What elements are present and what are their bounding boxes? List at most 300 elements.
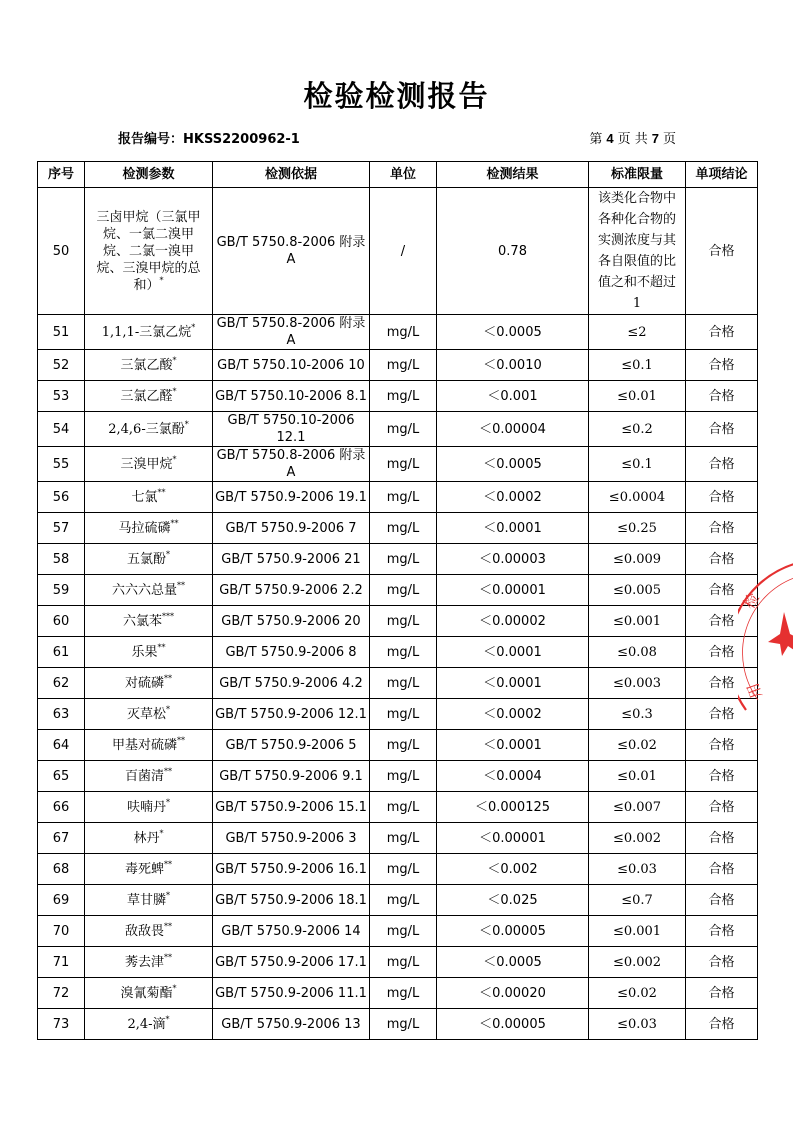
cell-unit xyxy=(370,699,437,730)
cell-no xyxy=(38,699,85,730)
cell-limit xyxy=(589,854,686,885)
cell-result-text: ＜0.00005 xyxy=(479,923,546,939)
cell-conclusion-text: 合格 xyxy=(708,388,735,404)
cell-param-text: 1,1,1-三氯乙烷 xyxy=(101,324,192,340)
cell-limit xyxy=(589,730,686,761)
cell-no-text: 57 xyxy=(52,520,70,536)
param-mark: * xyxy=(172,983,177,993)
param-mark: ** xyxy=(157,642,166,652)
cell-limit-text: ≤0.01 xyxy=(617,768,657,784)
cell-no-text: 56 xyxy=(52,489,70,505)
cell-limit-text: ≤0.01 xyxy=(617,388,657,404)
cell-result-text: ＜0.0001 xyxy=(483,737,542,753)
cell-no-text: 53 xyxy=(52,388,70,404)
page-current: 4 xyxy=(606,131,614,146)
cell-unit-text: mg/L xyxy=(386,768,420,784)
cell-unit-text: mg/L xyxy=(386,830,420,846)
table-row xyxy=(38,978,758,1009)
cell-result xyxy=(437,350,589,381)
table-row xyxy=(38,412,758,447)
cell-param xyxy=(85,885,213,916)
cell-limit-text: ≤0.003 xyxy=(612,675,662,691)
cell-unit xyxy=(370,854,437,885)
table-row xyxy=(38,1009,758,1040)
cell-param xyxy=(85,699,213,730)
cell-limit-text: ≤0.02 xyxy=(617,737,657,753)
cell-result-text: ＜0.0004 xyxy=(483,768,542,784)
cell-no xyxy=(38,544,85,575)
cell-param xyxy=(85,978,213,1009)
header-no: 序号 xyxy=(38,162,85,188)
cell-result xyxy=(437,1009,589,1040)
cell-conclusion xyxy=(686,916,758,947)
param-mark: ** xyxy=(177,735,185,745)
cell-limit xyxy=(589,447,686,482)
cell-limit xyxy=(589,606,686,637)
cell-no-text: 66 xyxy=(52,799,70,815)
header-limit: 标准限量 xyxy=(589,162,686,188)
cell-basis xyxy=(213,381,370,412)
param-mark: ** xyxy=(164,766,172,776)
cell-result xyxy=(437,854,589,885)
cell-no xyxy=(38,730,85,761)
cell-conclusion xyxy=(686,792,758,823)
cell-conclusion-text: 合格 xyxy=(708,675,735,691)
cell-no xyxy=(38,513,85,544)
cell-param-text: 马拉硫磷 xyxy=(118,520,171,536)
cell-unit xyxy=(370,916,437,947)
cell-conclusion-text: 合格 xyxy=(708,357,735,373)
cell-limit-text: ≤0.007 xyxy=(612,799,662,815)
cell-result xyxy=(437,381,589,412)
param-mark: * xyxy=(165,1014,170,1024)
cell-result-text: ＜0.0005 xyxy=(483,324,542,340)
cell-no xyxy=(38,637,85,668)
cell-unit xyxy=(370,575,437,606)
table-row xyxy=(38,606,758,637)
svg-text:用: 用 xyxy=(743,680,766,701)
cell-unit xyxy=(370,885,437,916)
cell-result xyxy=(437,947,589,978)
cell-no xyxy=(38,606,85,637)
cell-param-text: 七氯 xyxy=(131,489,158,505)
cell-conclusion xyxy=(686,885,758,916)
table-row xyxy=(38,482,758,513)
cell-basis xyxy=(213,637,370,668)
cell-limit-text: ≤0.3 xyxy=(621,706,653,722)
cell-param-text: 乐果 xyxy=(131,644,158,660)
param-mark: * xyxy=(166,797,170,807)
table-row xyxy=(38,350,758,381)
cell-param-text: 莠去津 xyxy=(124,954,164,970)
param-mark: ** xyxy=(164,859,172,869)
cell-param xyxy=(85,350,213,381)
cell-basis xyxy=(213,761,370,792)
cell-result-text: ＜0.0005 xyxy=(483,456,542,472)
cell-conclusion-text: 合格 xyxy=(708,1016,735,1032)
cell-limit xyxy=(589,188,686,315)
cell-basis-text: GB/T 5750.10-2006 8.1 xyxy=(215,388,367,404)
cell-limit-text: ≤0.25 xyxy=(617,520,657,536)
cell-param-text: 林丹 xyxy=(133,830,160,846)
cell-basis-text: GB/T 5750.9-2006 19.1 xyxy=(215,489,367,505)
cell-unit-text: mg/L xyxy=(386,582,420,598)
table-row xyxy=(38,447,758,482)
cell-param-text: 三卤甲烷（三氯甲烷、一氯二溴甲烷、二氯一溴甲烷、三溴甲烷的总和） xyxy=(96,209,201,293)
cell-result xyxy=(437,575,589,606)
page-prefix: 第 xyxy=(589,132,603,147)
cell-basis-text: GB/T 5750.10-2006 10 xyxy=(217,357,365,373)
cell-unit-text: mg/L xyxy=(386,892,420,908)
cell-no xyxy=(38,482,85,513)
cell-result xyxy=(437,792,589,823)
cell-limit-text: ≤0.1 xyxy=(621,357,653,373)
cell-conclusion-text: 合格 xyxy=(708,644,735,660)
param-mark: * xyxy=(184,419,189,429)
cell-conclusion-text: 合格 xyxy=(708,489,735,505)
cell-limit xyxy=(589,544,686,575)
cell-param xyxy=(85,544,213,575)
cell-conclusion xyxy=(686,350,758,381)
cell-basis xyxy=(213,978,370,1009)
cell-basis-text: GB/T 5750.9-2006 12.1 xyxy=(215,706,367,722)
cell-no-text: 51 xyxy=(52,324,70,340)
cell-unit xyxy=(370,637,437,668)
cell-conclusion-text: 合格 xyxy=(708,985,735,1001)
cell-limit xyxy=(589,978,686,1009)
cell-unit-text: mg/L xyxy=(386,551,420,567)
header-param: 检测参数 xyxy=(85,162,213,188)
cell-limit xyxy=(589,885,686,916)
cell-unit-text: mg/L xyxy=(386,954,420,970)
cell-no-text: 63 xyxy=(52,706,70,722)
cell-conclusion xyxy=(686,412,758,447)
cell-result xyxy=(437,315,589,350)
cell-basis-text: GB/T 5750.9-2006 5 xyxy=(225,737,357,753)
cell-no-text: 59 xyxy=(52,582,70,598)
cell-param-text: 2,4,6-三氯酚 xyxy=(108,421,185,437)
cell-unit-text: mg/L xyxy=(386,923,420,939)
cell-unit xyxy=(370,447,437,482)
param-mark: * xyxy=(166,704,170,714)
cell-result-text: ＜0.00005 xyxy=(479,1016,546,1032)
cell-param xyxy=(85,412,213,447)
cell-no xyxy=(38,350,85,381)
cell-unit-text: mg/L xyxy=(386,324,420,340)
cell-param-text: 甲基对硫磷 xyxy=(111,737,177,753)
svg-text:检: 检 xyxy=(739,589,763,612)
cell-result xyxy=(437,447,589,482)
cell-result-text: ＜0.002 xyxy=(487,861,538,877)
cell-limit xyxy=(589,1009,686,1040)
cell-basis-text: GB/T 5750.9-2006 18.1 xyxy=(215,892,367,908)
cell-basis xyxy=(213,188,370,315)
cell-no xyxy=(38,947,85,978)
cell-no-text: 61 xyxy=(52,644,70,660)
cell-no-text: 70 xyxy=(52,923,70,939)
cell-conclusion-text: 合格 xyxy=(708,582,735,598)
cell-conclusion-text: 合格 xyxy=(708,243,735,259)
cell-unit xyxy=(370,315,437,350)
table-row xyxy=(38,544,758,575)
cell-result-text: ＜0.025 xyxy=(487,892,538,908)
cell-limit-text: ≤0.009 xyxy=(612,551,662,567)
cell-basis xyxy=(213,575,370,606)
cell-unit-text: mg/L xyxy=(386,985,420,1001)
cell-param-text: 百菌清 xyxy=(124,768,164,784)
cell-limit xyxy=(589,513,686,544)
table-row xyxy=(38,761,758,792)
cell-conclusion xyxy=(686,730,758,761)
cell-param xyxy=(85,1009,213,1040)
cell-limit xyxy=(589,482,686,513)
cell-unit xyxy=(370,188,437,315)
cell-param xyxy=(85,315,213,350)
cell-conclusion-text: 合格 xyxy=(708,923,735,939)
cell-no-text: 58 xyxy=(52,551,70,567)
cell-limit-text: ≤0.08 xyxy=(617,644,657,660)
cell-basis-text: GB/T 5750.9-2006 17.1 xyxy=(215,954,367,970)
cell-param-text: 六氯苯 xyxy=(122,613,162,629)
table-row xyxy=(38,916,758,947)
cell-limit-text: ≤0.001 xyxy=(612,613,662,629)
cell-unit-text: mg/L xyxy=(386,489,420,505)
cell-unit xyxy=(370,544,437,575)
cell-limit-text: ≤0.002 xyxy=(612,954,662,970)
param-mark: ** xyxy=(157,487,166,497)
cell-no xyxy=(38,792,85,823)
cell-basis xyxy=(213,730,370,761)
cell-param xyxy=(85,447,213,482)
cell-result xyxy=(437,668,589,699)
cell-limit xyxy=(589,575,686,606)
official-stamp xyxy=(738,560,793,720)
cell-conclusion xyxy=(686,315,758,350)
cell-unit-text: mg/L xyxy=(386,861,420,877)
param-mark: * xyxy=(172,355,177,365)
cell-basis xyxy=(213,315,370,350)
cell-basis-text: GB/T 5750.8-2006 附录 A xyxy=(216,235,366,267)
page-suffix: 页 xyxy=(662,132,676,147)
cell-no-text: 65 xyxy=(52,768,70,784)
cell-basis xyxy=(213,668,370,699)
cell-unit xyxy=(370,513,437,544)
page-total: 7 xyxy=(651,131,659,146)
cell-basis xyxy=(213,823,370,854)
cell-result-text: ＜0.0001 xyxy=(483,675,542,691)
cell-conclusion xyxy=(686,188,758,315)
cell-limit-text: ≤0.2 xyxy=(621,421,653,437)
table-row xyxy=(38,188,758,315)
table-body xyxy=(38,188,758,1040)
cell-unit-text: mg/L xyxy=(386,613,420,629)
cell-conclusion-text: 合格 xyxy=(708,737,735,753)
cell-basis-text: GB/T 5750.9-2006 15.1 xyxy=(215,799,367,815)
cell-no xyxy=(38,761,85,792)
cell-param-text: 草甘膦 xyxy=(126,892,166,908)
table-row xyxy=(38,730,758,761)
cell-unit xyxy=(370,668,437,699)
cell-result xyxy=(437,482,589,513)
report-number: 报告编号：HKSS2200962-1 xyxy=(118,132,300,147)
param-mark: ** xyxy=(177,580,185,590)
cell-result xyxy=(437,513,589,544)
cell-conclusion xyxy=(686,381,758,412)
cell-basis xyxy=(213,482,370,513)
cell-basis xyxy=(213,792,370,823)
cell-result-text: ＜0.00002 xyxy=(479,613,546,629)
cell-result-text: ＜0.00004 xyxy=(479,421,546,437)
cell-unit-text: mg/L xyxy=(386,456,420,472)
cell-result xyxy=(437,730,589,761)
table-row xyxy=(38,854,758,885)
cell-param xyxy=(85,482,213,513)
cell-result xyxy=(437,916,589,947)
cell-conclusion-text: 合格 xyxy=(708,324,735,340)
cell-limit-text: ≤0.03 xyxy=(617,861,657,877)
cell-param xyxy=(85,916,213,947)
cell-basis xyxy=(213,699,370,730)
cell-no-text: 73 xyxy=(52,1016,70,1032)
cell-limit xyxy=(589,947,686,978)
cell-limit-text: ≤0.02 xyxy=(617,985,657,1001)
cell-limit xyxy=(589,350,686,381)
cell-conclusion xyxy=(686,854,758,885)
cell-no-text: 68 xyxy=(52,861,70,877)
cell-unit-text: / xyxy=(400,243,406,259)
cell-limit xyxy=(589,823,686,854)
cell-conclusion-text: 合格 xyxy=(708,830,735,846)
cell-limit xyxy=(589,668,686,699)
cell-no-text: 71 xyxy=(52,954,70,970)
cell-result-text: ＜0.00020 xyxy=(479,985,546,1001)
cell-limit xyxy=(589,381,686,412)
cell-basis-text: GB/T 5750.8-2006 附录 A xyxy=(216,448,366,480)
cell-param-text: 灭草松 xyxy=(126,706,166,722)
table-row xyxy=(38,792,758,823)
cell-no-text: 69 xyxy=(52,892,70,908)
cell-basis xyxy=(213,947,370,978)
cell-limit-text: ≤0.03 xyxy=(617,1016,657,1032)
cell-no xyxy=(38,916,85,947)
cell-unit-text: mg/L xyxy=(386,520,420,536)
cell-basis-text: GB/T 5750.9-2006 14 xyxy=(221,923,361,939)
cell-no xyxy=(38,854,85,885)
cell-unit xyxy=(370,606,437,637)
cell-conclusion xyxy=(686,978,758,1009)
cell-basis xyxy=(213,1009,370,1040)
cell-result xyxy=(437,188,589,315)
cell-no xyxy=(38,1009,85,1040)
cell-no-text: 52 xyxy=(52,357,70,373)
table-row xyxy=(38,699,758,730)
cell-unit xyxy=(370,978,437,1009)
cell-param-text: 2,4-滴 xyxy=(127,1016,166,1032)
cell-no xyxy=(38,978,85,1009)
cell-basis-text: GB/T 5750.9-2006 8 xyxy=(225,644,357,660)
cell-result-text: ＜0.0002 xyxy=(483,706,542,722)
cell-unit xyxy=(370,1009,437,1040)
cell-basis-text: GB/T 5750.9-2006 11.1 xyxy=(215,985,367,1001)
param-mark: ** xyxy=(164,952,172,962)
cell-basis-text: GB/T 5750.9-2006 3 xyxy=(225,830,357,846)
cell-limit xyxy=(589,412,686,447)
cell-unit xyxy=(370,761,437,792)
cell-result-text: ＜0.0002 xyxy=(483,489,542,505)
cell-unit xyxy=(370,412,437,447)
cell-param-text: 对硫磷 xyxy=(124,675,164,691)
cell-basis-text: GB/T 5750.10-2006 12.1 xyxy=(227,413,355,445)
cell-conclusion-text: 合格 xyxy=(708,861,735,877)
cell-param xyxy=(85,947,213,978)
cell-basis xyxy=(213,350,370,381)
cell-conclusion-text: 合格 xyxy=(708,613,735,629)
cell-no-text: 60 xyxy=(52,613,70,629)
cell-unit-text: mg/L xyxy=(386,421,420,437)
cell-param xyxy=(85,792,213,823)
cell-conclusion-text: 合格 xyxy=(708,768,735,784)
cell-param xyxy=(85,513,213,544)
cell-limit-text: ≤0.001 xyxy=(612,923,662,939)
cell-param xyxy=(85,668,213,699)
param-mark: * xyxy=(191,322,196,332)
table-row xyxy=(38,637,758,668)
cell-basis xyxy=(213,916,370,947)
cell-no-text: 64 xyxy=(52,737,70,753)
cell-param-text: 呋喃丹 xyxy=(126,799,166,815)
cell-result xyxy=(437,978,589,1009)
cell-no-text: 62 xyxy=(52,675,70,691)
cell-unit-text: mg/L xyxy=(386,1016,420,1032)
cell-unit-text: mg/L xyxy=(386,357,420,373)
cell-result xyxy=(437,412,589,447)
cell-param xyxy=(85,188,213,315)
cell-limit xyxy=(589,637,686,668)
param-mark: * xyxy=(172,386,177,396)
report-title: 检验检测报告 xyxy=(303,79,490,113)
cell-result-text: ＜0.0001 xyxy=(483,644,542,660)
cell-result xyxy=(437,544,589,575)
table-row xyxy=(38,381,758,412)
table-row xyxy=(38,823,758,854)
table-header-row xyxy=(38,162,758,188)
cell-limit-text: ≤2 xyxy=(627,324,647,340)
cell-param xyxy=(85,730,213,761)
cell-basis xyxy=(213,513,370,544)
cell-result-text: ＜0.00003 xyxy=(479,551,546,567)
param-mark: *** xyxy=(162,611,174,621)
cell-no-text: 67 xyxy=(52,830,70,846)
cell-conclusion-text: 合格 xyxy=(708,520,735,536)
cell-result xyxy=(437,885,589,916)
cell-conclusion xyxy=(686,513,758,544)
cell-param xyxy=(85,381,213,412)
cell-result xyxy=(437,699,589,730)
cell-result xyxy=(437,761,589,792)
cell-param-text: 五氯酚 xyxy=(126,551,166,567)
param-mark: * xyxy=(159,275,164,285)
cell-conclusion xyxy=(686,482,758,513)
cell-result-text: ＜0.001 xyxy=(487,388,538,404)
cell-no-text: 55 xyxy=(52,456,70,472)
cell-unit-text: mg/L xyxy=(386,799,420,815)
cell-basis-text: GB/T 5750.9-2006 7 xyxy=(225,520,357,536)
cell-basis xyxy=(213,885,370,916)
cell-basis-text: GB/T 5750.9-2006 16.1 xyxy=(215,861,367,877)
header-basis: 检测依据 xyxy=(213,162,370,188)
cell-unit-text: mg/L xyxy=(386,706,420,722)
page-indicator xyxy=(589,128,676,147)
